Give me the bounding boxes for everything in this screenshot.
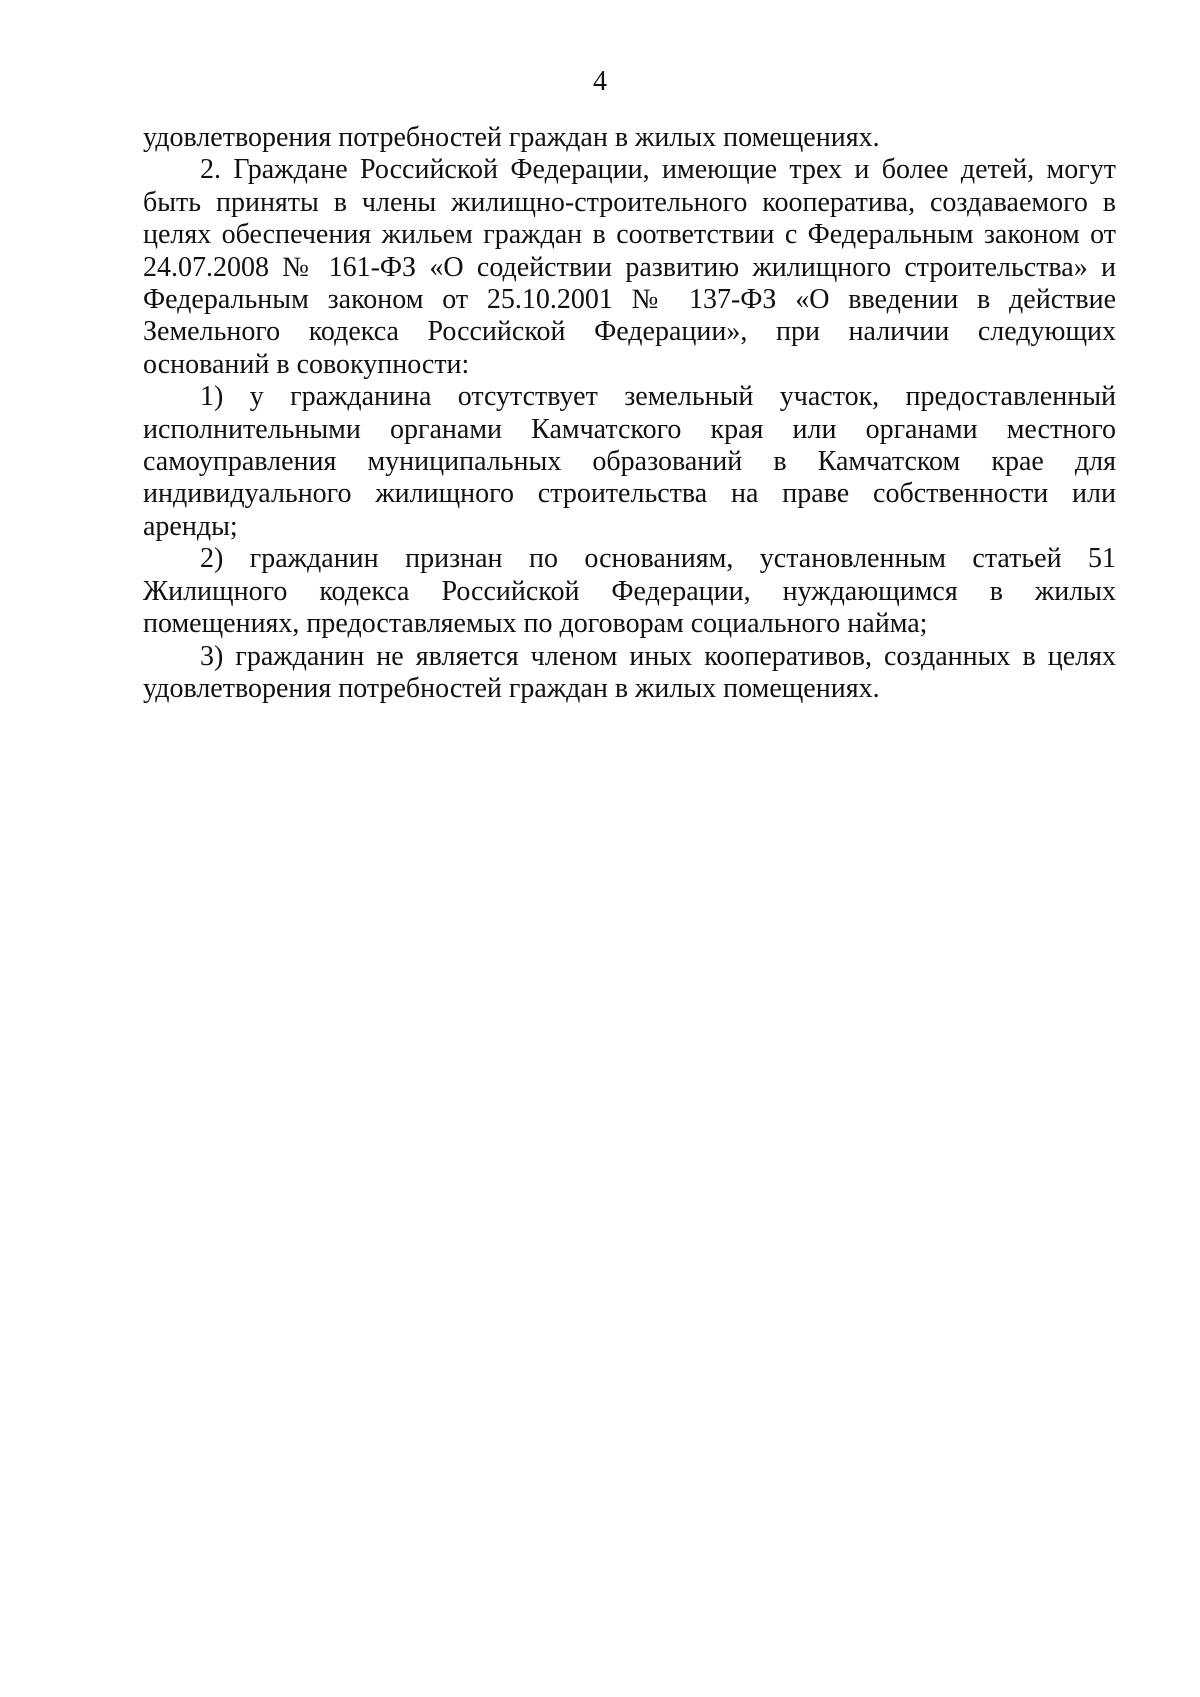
page-number: 4 <box>593 66 607 97</box>
paragraph-item-3: 3) гражданин не является членом иных кооперативов, созданных в целях удовлетворения потребностей граждан в жилых помещениях. <box>143 640 1116 704</box>
paragraph-continuation: удовлетворения потребностей граждан в жилых помещениях. <box>143 122 880 153</box>
document-body <box>143 122 1116 705</box>
paragraph-item-1: 1) у гражданина отсутствует земельный участок, предоставленный исполнительными органами Камчатского края или органами местного самоуправления муниципальных образований в Камчатском крае для индивидуального жилищного строительства на праве собственности или аренды; <box>143 381 1116 542</box>
paragraph-clause-2: 2. Граждане Российской Федерации, имеющие трех и более детей, могут быть приняты в члены жилищно-строительного кооператива, создаваемого в целях обеспечения жильем граждан в соответствии с Федеральным законом от 24.07.2008 № 161-ФЗ «О содействии развитию жилищного строительства» и Федеральным законом от 25.10.2001 № 137-ФЗ «О введении в действие Земельного кодекса Российской Федерации», при наличии следующих оснований в совокупности: <box>143 154 1116 380</box>
paragraph-item-2: 2) гражданин признан по основаниям, установленным статьей 51 Жилищного кодекса Российской Федерации, нуждающимся в жилых помещениях, предоставляемых по договорам социального найма; <box>143 543 1116 640</box>
